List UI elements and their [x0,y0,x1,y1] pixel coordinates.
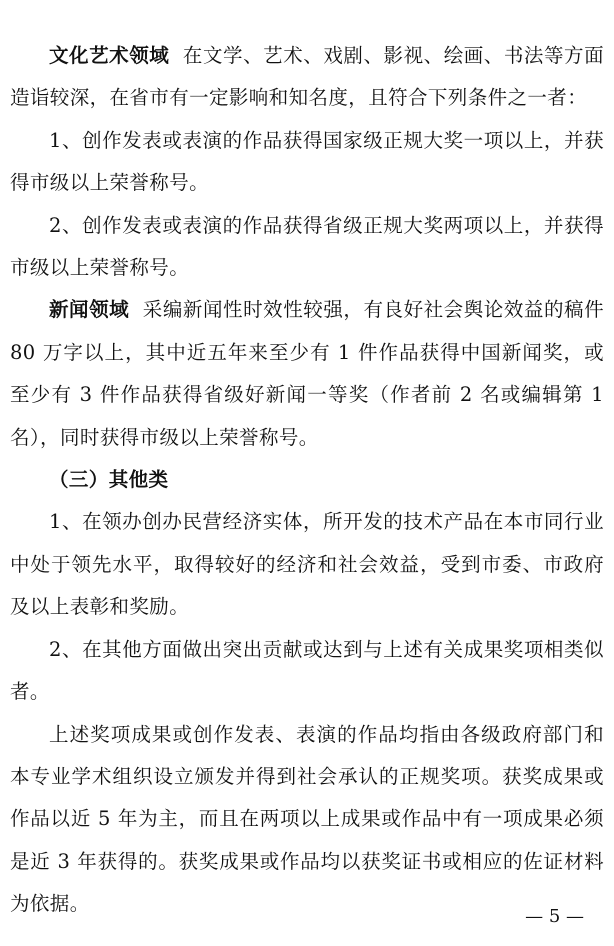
paragraph-note: 上述奖项成果或创作发表、表演的作品均指由各级政府部门和本专业学术组织设立颁发并得到社会承认的正规奖项。获奖成果或作品以近 5 年为主，而且在两项以上成果或作品中有一项成果必须是近 3 年获得的。获奖成果或作品均以获奖证书或相应的佐证材料为依据。 [10,722,604,916]
culture-lead: 文化艺术领域 [49,44,170,67]
paragraph-news [10,289,604,459]
document-body [10,35,604,926]
section-heading-other: （三）其他类 [49,468,169,492]
paragraph-other-2: 2、在其他方面做出突出贡献或达到与上述有关成果奖项相类似者。 [10,637,604,704]
paragraph-culture-1: 1、创作发表或表演的作品获得国家级正规大奖一项以上，并获得市级以上荣誉称号。 [10,128,604,195]
news-body: 采编新闻性时效性较强，有良好社会舆论效益的稿件 80 万字以上，其中近五年来至少有 1 件作品获得中国新闻奖，或至少有 3 件作品获得省级好新闻一等奖（作者前 2 名或编辑第 1 名），同时获得市级以上荣誉称号。 [10,298,605,449]
paragraph-culture-2: 2、创作发表或表演的作品获得省级正规大奖两项以上，并获得市级以上荣誉称号。 [10,213,604,280]
page-number [0,905,614,929]
culture-body: 在文学、艺术、戏剧、影视、绘画、书法等方面造诣较深，在省市有一定影响和知名度，且符合下列条件之一者： [10,44,605,110]
paragraph-other-1: 1、在领办创办民营经济实体，所开发的技术产品在本市同行业中处于领先水平，取得较好的经济和社会效益，受到市委、市政府及以上表彰和奖励。 [10,510,604,619]
paragraph-culture [10,35,604,120]
page-number-text: — 5 — [525,906,584,927]
news-lead: 新闻领域 [49,298,130,322]
